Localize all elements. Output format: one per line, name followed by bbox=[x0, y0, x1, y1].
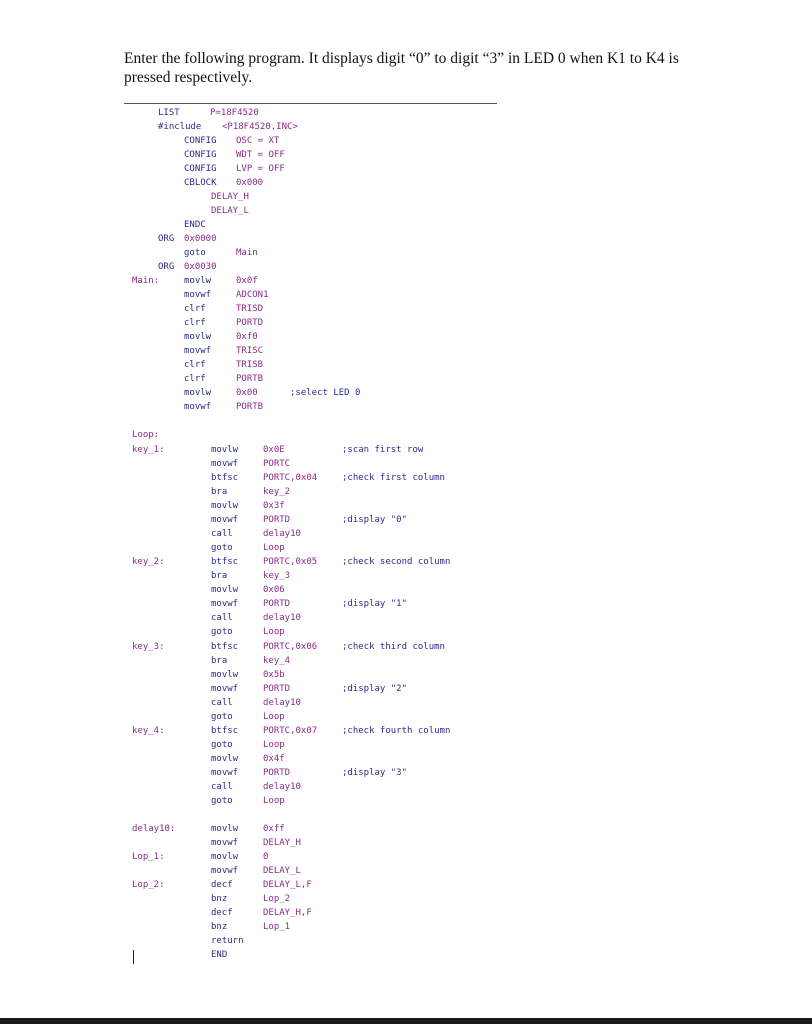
code-instruction: call bbox=[211, 613, 233, 623]
code-instruction: CONFIG bbox=[184, 150, 217, 160]
code-instruction: movlw bbox=[211, 852, 239, 862]
code-instruction: clrf bbox=[184, 374, 206, 384]
code-operand: 0x3f bbox=[263, 501, 285, 511]
code-instruction: movlw bbox=[184, 332, 212, 342]
code-instruction: bnz bbox=[211, 922, 228, 932]
code-operand: delay10 bbox=[263, 529, 301, 539]
code-operand: PORTD bbox=[263, 684, 291, 694]
code-operand: DELAY_L bbox=[211, 206, 249, 216]
code-label: Loop: bbox=[132, 430, 160, 440]
code-instruction: decf bbox=[211, 880, 233, 890]
code-instruction: goto bbox=[211, 740, 233, 750]
code-instruction: goto bbox=[184, 248, 206, 258]
code-operand: 0x00 bbox=[236, 388, 258, 398]
code-operand: ADCON1 bbox=[236, 290, 269, 300]
code-operand: PORTD bbox=[263, 599, 291, 609]
code-operand: 0x4f bbox=[263, 754, 285, 764]
code-comment: ;display "0" bbox=[342, 515, 408, 525]
code-instruction: CONFIG bbox=[184, 164, 217, 174]
code-instruction: movlw bbox=[211, 585, 239, 595]
code-operand: key_2 bbox=[263, 487, 291, 497]
code-operand: WDT = OFF bbox=[236, 150, 285, 160]
code-instruction: movlw bbox=[211, 824, 239, 834]
code-instruction: clrf bbox=[184, 304, 206, 314]
code-instruction: clrf bbox=[184, 360, 206, 370]
code-operand: PORTC bbox=[263, 459, 291, 469]
code-operand: Loop bbox=[263, 740, 285, 750]
code-operand: PORTD bbox=[263, 768, 291, 778]
code-comment: ;display "3" bbox=[342, 768, 408, 778]
code-comment: ;scan first row bbox=[342, 445, 424, 455]
code-comment: ;check second column bbox=[342, 557, 451, 567]
code-instruction: END bbox=[211, 950, 228, 960]
code-operand: TRISB bbox=[236, 360, 264, 370]
code-operand: <P18F4520.INC> bbox=[222, 122, 298, 132]
code-instruction: return bbox=[211, 936, 244, 946]
code-operand: PORTC,0x06 bbox=[263, 642, 318, 652]
code-instruction: call bbox=[211, 529, 233, 539]
code-instruction: bra bbox=[211, 656, 228, 666]
code-comment: ;check third column bbox=[342, 642, 445, 652]
code-instruction: movlw bbox=[184, 388, 212, 398]
code-comment: ;display "2" bbox=[342, 684, 408, 694]
code-operand: 0x06 bbox=[263, 585, 285, 595]
code-comment: ;display "1" bbox=[342, 599, 408, 609]
text-cursor bbox=[133, 950, 134, 964]
code-operand: key_3 bbox=[263, 571, 291, 581]
code-operand: 0xff bbox=[263, 824, 285, 834]
code-operand: 0x0000 bbox=[184, 234, 217, 244]
code-operand: DELAY_L bbox=[263, 866, 301, 876]
code-instruction: movwf bbox=[211, 684, 239, 694]
code-label: Main: bbox=[132, 276, 160, 286]
code-operand: PORTB bbox=[236, 402, 264, 412]
code-instruction: CBLOCK bbox=[184, 178, 217, 188]
code-instruction: btfsc bbox=[211, 473, 239, 483]
code-instruction: LIST bbox=[158, 108, 180, 118]
code-operand: delay10 bbox=[263, 782, 301, 792]
code-instruction: clrf bbox=[184, 318, 206, 328]
code-instruction: ENDC bbox=[184, 220, 206, 230]
code-operand: PORTC,0x05 bbox=[263, 557, 318, 567]
code-instruction: movwf bbox=[184, 290, 212, 300]
code-instruction: movlw bbox=[211, 670, 239, 680]
code-instruction: movwf bbox=[211, 866, 239, 876]
code-instruction: decf bbox=[211, 908, 233, 918]
code-operand: LVP = OFF bbox=[236, 164, 285, 174]
code-operand: DELAY_H bbox=[263, 838, 301, 848]
code-instruction: goto bbox=[211, 543, 233, 553]
code-instruction: bnz bbox=[211, 894, 228, 904]
code-operand: 0x0E bbox=[263, 445, 285, 455]
code-operand: TRISD bbox=[236, 304, 264, 314]
code-comment: ;check first column bbox=[342, 473, 445, 483]
code-operand: 0x5b bbox=[263, 670, 285, 680]
code-operand: DELAY_H,F bbox=[263, 908, 312, 918]
code-label: key_4: bbox=[132, 726, 165, 736]
code-instruction: CONFIG bbox=[184, 136, 217, 146]
code-operand: DELAY_L,F bbox=[263, 880, 312, 890]
code-instruction: call bbox=[211, 782, 233, 792]
code-comment: ;select LED 0 bbox=[290, 388, 361, 398]
code-instruction: bra bbox=[211, 571, 228, 581]
code-operand: delay10 bbox=[263, 613, 301, 623]
code-instruction: movlw bbox=[211, 445, 239, 455]
code-instruction: bra bbox=[211, 487, 228, 497]
code-label: delay10: bbox=[132, 824, 176, 834]
code-operand: PORTC,0x04 bbox=[263, 473, 318, 483]
code-instruction: movwf bbox=[184, 346, 212, 356]
code-operand: 0xf0 bbox=[236, 332, 258, 342]
code-operand: Loop bbox=[263, 712, 285, 722]
code-instruction: movwf bbox=[211, 838, 239, 848]
code-instruction: btfsc bbox=[211, 726, 239, 736]
code-instruction: movwf bbox=[211, 459, 239, 469]
divider-rule bbox=[124, 103, 497, 104]
code-operand: 0x0f bbox=[236, 276, 258, 286]
code-instruction: ORG bbox=[158, 262, 175, 272]
code-instruction: movlw bbox=[211, 754, 239, 764]
code-operand: PORTD bbox=[263, 515, 291, 525]
code-operand: Lop_1 bbox=[263, 922, 291, 932]
bottom-bar bbox=[0, 1018, 812, 1024]
code-operand: PORTC,0x07 bbox=[263, 726, 318, 736]
code-operand: Lop_2 bbox=[263, 894, 291, 904]
code-label: key_2: bbox=[132, 557, 165, 567]
code-comment: ;check fourth column bbox=[342, 726, 451, 736]
code-operand: PORTD bbox=[236, 318, 264, 328]
code-operand: 0 bbox=[263, 852, 269, 862]
code-instruction: movlw bbox=[184, 276, 212, 286]
code-label: Lop_1: bbox=[132, 852, 165, 862]
code-instruction: goto bbox=[211, 627, 233, 637]
code-instruction: ORG bbox=[158, 234, 175, 244]
code-operand: key_4 bbox=[263, 656, 291, 666]
code-operand: P=18F4520 bbox=[210, 108, 259, 118]
code-operand: delay10 bbox=[263, 698, 301, 708]
code-instruction: call bbox=[211, 698, 233, 708]
code-instruction: btfsc bbox=[211, 557, 239, 567]
code-instruction: goto bbox=[211, 796, 233, 806]
code-instruction: movlw bbox=[211, 501, 239, 511]
code-instruction: #include bbox=[158, 122, 202, 132]
code-instruction: movwf bbox=[211, 599, 239, 609]
code-operand: Loop bbox=[263, 627, 285, 637]
code-label: key_1: bbox=[132, 445, 165, 455]
code-operand: Loop bbox=[263, 796, 285, 806]
code-instruction: movwf bbox=[211, 768, 239, 778]
instruction-text: Enter the following program. It displays digit “0” to digit “3” in LED 0 when K1 to K4 is pressed respectively. bbox=[124, 50, 679, 86]
code-instruction: btfsc bbox=[211, 642, 239, 652]
code-operand: 0x000 bbox=[236, 178, 264, 188]
code-operand: TRISC bbox=[236, 346, 264, 356]
code-label: Lop_2: bbox=[132, 880, 165, 890]
code-operand: Loop bbox=[263, 543, 285, 553]
code-operand: Main bbox=[236, 248, 258, 258]
code-operand: DELAY_H bbox=[211, 192, 249, 202]
code-instruction: goto bbox=[211, 712, 233, 722]
code-instruction: movwf bbox=[211, 515, 239, 525]
code-label: key_3: bbox=[132, 642, 165, 652]
code-instruction: movwf bbox=[184, 402, 212, 412]
code-operand: 0x0030 bbox=[184, 262, 217, 272]
code-operand: OSC = XT bbox=[236, 136, 280, 146]
code-operand: PORTB bbox=[236, 374, 264, 384]
